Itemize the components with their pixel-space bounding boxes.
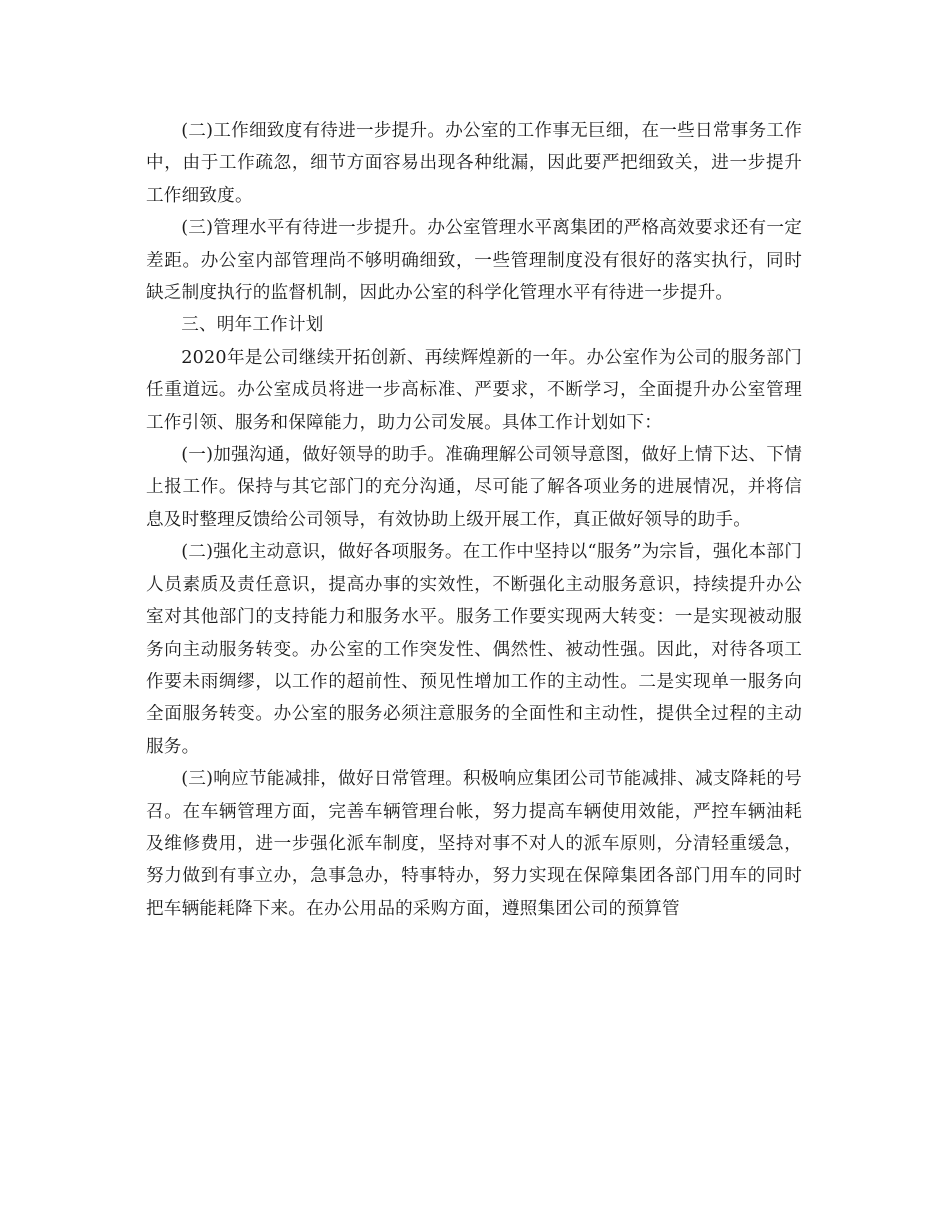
document-body <box>146 115 802 925</box>
paragraph-service-awareness: (二)强化主动意识，做好各项服务。在工作中坚持以“服务”为宗旨，强化本部门人员素质及责任意识，提高办事的实效性，不断强化主动服务意识，持续提升办公室对其他部门的支持能力和服务水平。服务工作要实现两大转变：一是实现被动服务向主动服务转变。办公室的工作突发性、偶然性、被动性强。因此，对待各项工作要未雨绸缪，以工作的超前性、预见性增加工作的主动性。二是实现单一服务向全面服务转变。办公室的服务必须注意服务的全面性和主动性，提供全过程的主动服务。 <box>146 542 802 757</box>
paragraph-management-level: (三)管理水平有待进一步提升。办公室管理水平离集团的严格高效要求还有一定差距。办公室内部管理尚不够明确细致，一些管理制度没有很好的落实执行，同时缺乏制度执行的监督机制，因此办公室的科学化管理水平有待进一步提升。 <box>146 218 802 304</box>
paragraph-detail-improvement: (二)工作细致度有待进一步提升。办公室的工作事无巨细，在一些日常事务工作中，由于工作疏忽，细节方面容易出现各种纰漏，因此要严把细致关，进一步提升工作细致度。 <box>146 121 802 206</box>
section-heading-next-year-plan: 三、明年工作计划 <box>181 315 324 336</box>
paragraph-2020-intro: 2020年是公司继续开拓创新、再续辉煌新的一年。办公室作为公司的服务部门任重道远。办公室成员将进一步高标准、严要求，不断学习，全面提升办公室管理工作引领、服务和保障能力，助力公司发展。具体工作计划如下： <box>146 347 802 433</box>
paragraph-communication: (一)加强沟通，做好领导的助手。准确理解公司领导意图，做好上情下达、下情上报工作。保持与其它部门的充分沟通，尽可能了解各项业务的进展情况，并将信息及时整理反馈给公司领导，有效协助上级开展工作，真正做好领导的助手。 <box>146 445 802 530</box>
paragraph-energy-saving: (三)响应节能减排，做好日常管理。积极响应集团公司节能减排、减支降耗的号召。在车辆管理方面，完善车辆管理台帐，努力提高车辆使用效能，严控车辆油耗及维修费用，进一步强化派车制度，坚持对事不对人的派车原则，分清轻重缓急，努力做到有事立办，急事急办，特事特办，努力实现在保障集团各部门用车的同时把车辆能耗降下来。在办公用品的采购方面，遵照集团公司的预算管 <box>146 769 802 919</box>
